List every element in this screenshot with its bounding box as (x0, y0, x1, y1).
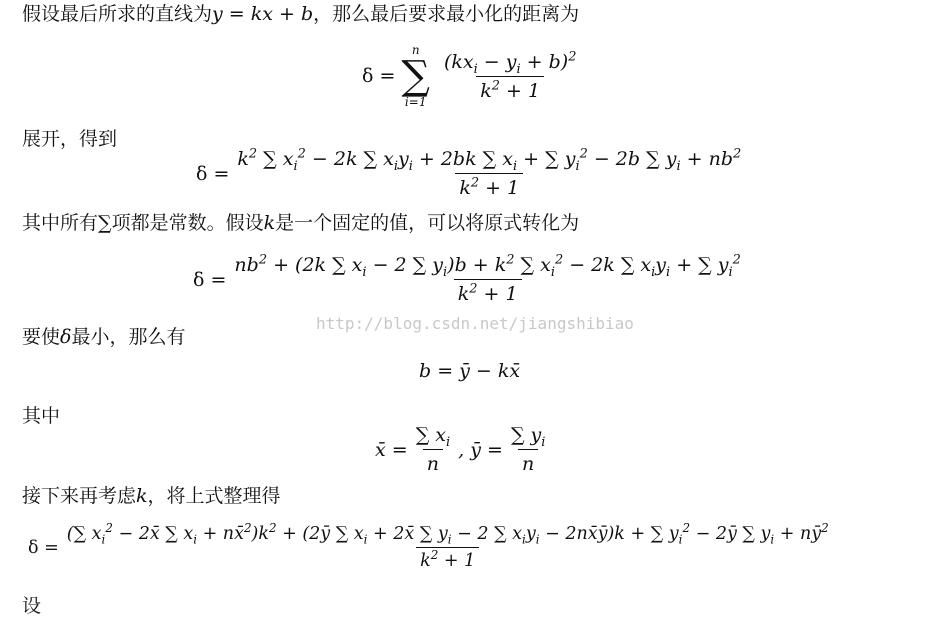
formula5-x-numerator: ∑ $x_i$ (415, 424, 451, 450)
formula6-fraction (63, 521, 833, 571)
line4-delta: δ (60, 326, 72, 348)
text-line-2: 展开，得到 (22, 128, 118, 150)
line1-equation: y = kx + b (212, 3, 314, 25)
sum-upper-limit: n (411, 43, 420, 57)
watermark: http://blog.csdn.net/jiangshibiao (316, 314, 634, 333)
line6-prefix: 接下来再考虑 (22, 485, 137, 507)
formula2-lhs: δ = (196, 162, 230, 185)
formula-transformed (193, 254, 749, 305)
formula5-x-denominator: n (423, 449, 443, 475)
formula6-numerator: (∑ $x_i^2$ − 2x̄ ∑ $x_i$ + $nx̄^2)k^2$ + (2ȳ ∑ $x_i$ + 2x̄ ∑ $y_i - 2$ ∑ $x_iy_i$ − 2nx̄ȳ)k + ∑ $y_i^2$ − 2ȳ ∑ $y_i$ + $nȳ^2$ (66, 521, 829, 547)
formula3-lhs: δ = (193, 268, 227, 291)
formula-in-k (28, 521, 837, 571)
line1-prefix: 假设最后所求的直线为 (22, 3, 213, 25)
formula3-numerator: $nb^2 + (2k$ ∑ $x_i - 2$ ∑ $y_i)b + k^2$ ∑ $x_i^2 - 2k$ ∑ $x_iy_i$ + ∑ $y_i^2$ (234, 252, 741, 280)
line3-k: k (263, 212, 276, 234)
text-line-4 (22, 325, 185, 349)
formula6-denominator: $k^2 + 1$ (416, 547, 479, 571)
text-line-1 (22, 2, 579, 26)
line6-suffix: ，将上式整理得 (147, 485, 281, 507)
formula3-denominator: $k^2 + 1$ (454, 279, 522, 305)
line3-sum: ∑ (98, 212, 112, 234)
formula-means (375, 424, 553, 475)
formula1-lhs: δ = (362, 65, 396, 87)
formula5-y-fraction (507, 424, 549, 475)
line1-suffix: ，那么最后要求最小化的距离为 (313, 3, 580, 25)
formula1-numerator: $(kx_i - y_i + b)^2$ (443, 49, 577, 77)
sum-lower-limit: i=1 (404, 95, 427, 109)
formula-distance (362, 44, 584, 108)
summation-symbol: n ∑ i=1 (401, 43, 430, 109)
formula5-x-fraction (412, 424, 454, 475)
formula-expanded (196, 148, 749, 199)
formula5-y-numerator: ∑ $y_i$ (510, 424, 546, 450)
line3-mid: 项都是常数。假设 (111, 212, 264, 234)
text-line-6 (22, 484, 281, 508)
line6-k: k (136, 485, 148, 507)
text-line-3 (22, 211, 579, 235)
formula-b: b = ȳ − kx̄ (419, 360, 521, 382)
line4-suffix: 最小，那么有 (71, 326, 186, 348)
formula6-lhs: δ = (28, 537, 59, 558)
formula5-ybar: , ȳ = (458, 438, 503, 461)
formula1-denominator: $k^2 + 1$ (476, 76, 544, 102)
formula1-fraction (440, 51, 580, 102)
line3-prefix: 其中所有 (22, 212, 99, 234)
line4-prefix: 要使 (22, 326, 61, 348)
formula5-y-denominator: n (518, 449, 538, 475)
formula5-xbar: x̄ = (375, 438, 408, 461)
text-line-7: 设 (22, 595, 42, 617)
formula2-numerator: $k^2$ ∑ $x_i^2 - 2k$ ∑ $x_iy_i + 2bk$ ∑ $x_i$ + ∑ $y_i^2 - 2b$ ∑ $y_i + nb^2$ (237, 146, 742, 174)
formula2-denominator: $k^2 + 1$ (455, 173, 523, 199)
formula2-fraction (233, 148, 745, 199)
formula3-fraction (230, 254, 744, 305)
line3-suffix: 是一个固定的值，可以将原式转化为 (275, 212, 580, 234)
text-line-5: 其中 (22, 405, 61, 427)
